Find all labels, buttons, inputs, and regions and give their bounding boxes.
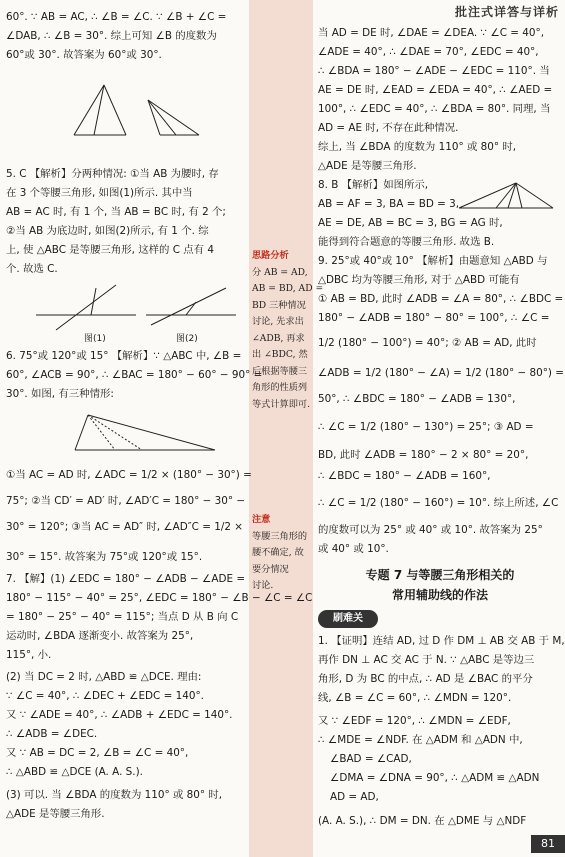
text-line: 180° − 115° − 40° = 25°, ∠EDC = 180° − ∠B − ∠C = ∠C — [6, 592, 313, 604]
text-line: 又 ∵ ∠ADE = 40°, ∴ ∠ADB + ∠EDC = 140°. — [6, 709, 233, 721]
text-line: AE = DE 时, ∠EAD = ∠EDA = 40°, ∴ ∠AED = — [318, 84, 553, 96]
note-line: 讨论, 先求出 — [252, 316, 304, 327]
text-line: ∠ADE = 40°, ∴ ∠DAE = 70°, ∠EDC = 40°, — [318, 46, 539, 58]
text-line: 60°. ∵ AB = AC, ∴ ∠B = ∠C. ∵ ∠B + ∠C = — [6, 11, 227, 23]
text-line: ∴ ∠C = 1/2 (180° − 160°) = 10°. 综上所述, ∠C — [318, 497, 559, 509]
proof-line: 1. 【证明】连结 AD, 过 D 作 DM ⊥ AB 交 AB 于 M, — [318, 635, 565, 647]
text-line: AB = AC 时, 有 1 个, 当 AB = BC 时, 有 2 个; — [6, 206, 226, 218]
proof-line: 又 ∵ ∠EDF = 120°, ∴ ∠MDN = ∠EDF, — [318, 715, 511, 727]
note-heading: 注意 — [252, 514, 271, 525]
text-line: 30°. 如图, 有三种情形: — [6, 388, 114, 400]
text-line: ∴ ∠BDC = 180° − ∠ADB = 160°, — [318, 470, 491, 482]
text-line: △DBC 均为等腰三角形, 对于 △ABD 可能有 — [318, 274, 520, 286]
text-line: △ADE 是等腰三角形. — [318, 160, 417, 172]
proof-line: AD = AD, — [330, 791, 379, 803]
note-heading: 思路分析 — [252, 250, 289, 261]
proof-line: ∴ ∠MDE = ∠NDF. 在 △ADM 和 △ADN 中, — [318, 734, 523, 746]
figure-q6 — [70, 410, 220, 456]
text-line: 115°, 小. — [6, 649, 52, 661]
note-line: ∠ADB, 再求 — [252, 332, 305, 344]
question-9-line: 9. 25°或 40°或 10° 【解析】由题意知 △ABD 与 — [318, 255, 548, 267]
proof-line: ∠DMA = ∠DNA = 90°, ∴ △ADM ≌ △ADN — [330, 772, 540, 784]
text-line: 的度数可以为 25° 或 40° 或 10°. 故答案为 25° — [318, 524, 543, 536]
note-line: AB = BD, AD = — [252, 283, 324, 294]
text-line: 75°; ②当 CD′ = AD′ 时, ∠AD′C = 180° − 30° − — [6, 495, 246, 507]
page-header — [385, 0, 565, 22]
text-line: ①当 AC = AD 时, ∠ADC = 1/2 × (180° − 30°) = — [6, 469, 252, 481]
text-line: (2) 当 DC = 2 时, △ABD ≌ △DCE. 理由: — [6, 671, 202, 683]
note-line: 讨论. — [252, 580, 274, 591]
note-line: 分 AB = AD, — [252, 266, 308, 278]
text-line: (3) 可以. 当 ∠BDA 的度数为 110° 或 80° 时, — [6, 789, 223, 801]
text-line: △ADE 是等腰三角形. — [6, 808, 105, 820]
page-number: 81 — [531, 835, 565, 853]
text-line: ∠DAB, ∴ ∠B = 30°. 综上可知 ∠B 的度数为 — [6, 30, 217, 42]
text-line: ∴ △ABD ≌ △DCE (A. A. S.). — [6, 766, 143, 778]
text-line: ∴ ∠BDA = 180° − ∠ADE − ∠EDC = 110°. 当 — [318, 65, 550, 77]
proof-line: 再作 DN ⊥ AC 交 AC 于 N. ∵ △ABC 是等边三 — [318, 654, 535, 666]
section-title-line-1: 专题 7 与等腰三角形相关的 — [365, 568, 515, 582]
note-attention — [252, 512, 307, 595]
section-title-line-2: 常用辅助线的作法 — [391, 588, 488, 602]
proof-line: ∠BAD = ∠CAD, — [330, 753, 412, 765]
text-line: ∵ ∠C = 40°, ∴ ∠DEC + ∠EDC = 140°. — [6, 690, 204, 702]
text-line: 100°, ∴ ∠EDC = 40°, ∴ ∠BDA = 80°. 同理, 当 — [318, 103, 551, 115]
note-line: 角形的性质列 — [252, 382, 308, 393]
figure-triangles-top — [64, 80, 214, 142]
question-5-line: 5. C 【解析】分两种情况: ①当 AB 为腰时, 存 — [6, 168, 219, 180]
proof-line: (A. A. S.), ∴ DM = DN. 在 △DME 与 △NDF — [318, 815, 527, 827]
text-line: 运动时, ∠BDA 逐渐变小. 故答案为 25°, — [6, 630, 194, 642]
header-title: 批注式详答与详析 — [454, 5, 559, 19]
text-line: 上, 使 △ABC 是等腰三角形, 这样的 C 点有 4 — [6, 244, 214, 256]
text-line: 180° − ∠ADB = 180° − 80° = 100°, ∴ ∠C = — [318, 312, 550, 324]
text-line: 1/2 (180° − 100°) = 40°; ② AB = AD, 此时 — [318, 337, 537, 349]
text-line: ∴ ∠ADB = ∠DEC. — [6, 728, 98, 740]
figure-q8 — [456, 180, 556, 215]
text-line: 能得到符合题意的等腰三角形. 故选 B. — [318, 236, 495, 248]
note-line: 要分情况 — [252, 563, 289, 575]
text-line: 60°或 30°. 故答案为 60°或 30°. — [6, 49, 162, 61]
note-thinking-analysis — [252, 248, 323, 413]
text-line: AE = DE, AB = BC = 3, BG = AG 时, — [318, 217, 503, 229]
text-line: 50°, ∴ ∠BDC = 180° − ∠ADB = 130°, — [318, 393, 516, 405]
note-line: 等腰三角形的 — [252, 530, 308, 542]
note-line: 出 ∠BDC, 然 — [252, 349, 308, 360]
figure-caption: 图(1) — [84, 334, 106, 344]
text-line: 60°, ∠ACB = 90°, ∴ ∠BAC = 180° − 60° − 90° = — [6, 369, 263, 381]
text-line: ∠ADB = 1/2 (180° − ∠A) = 1/2 (180° − 80°) = — [318, 367, 564, 379]
difficulty-badge: 刷难关 — [318, 610, 378, 628]
text-line: ②当 AB 为底边时, 如图(2)所示, 有 1 个. 综 — [6, 225, 209, 237]
text-line: 个. 故选 C. — [6, 263, 58, 275]
proof-line: 角形, D 为 BC 的中点, ∴ AD 是 ∠BAC 的平分 — [318, 673, 533, 685]
note-line: 后根据等腰三 — [252, 365, 308, 377]
text-line: 当 AD = DE 时, ∠DAE = ∠DEA. ∵ ∠C = 40°, — [318, 27, 545, 39]
text-line: ∴ ∠C = 1/2 (180° − 130°) = 25°; ③ AD = — [318, 421, 534, 433]
text-line: BD, 此时 ∠ADB = 180° − 2 × 80° = 20°, — [318, 449, 529, 461]
figure-caption: 图(2) — [176, 334, 198, 344]
text-line: 30° = 15°. 故答案为 75°或 120°或 15°. — [6, 551, 203, 563]
text-line: AB = AF = 3, BA = BD = 3, — [318, 198, 460, 210]
text-line: 又 ∵ AB = DC = 2, ∠B = ∠C = 40°, — [6, 747, 189, 759]
text-line: 综上, 当 ∠BDA 的度数为 110° 或 80° 时, — [318, 141, 517, 153]
margin-notes-column — [249, 0, 313, 857]
figure-q5 — [36, 280, 236, 340]
note-line: 腰不确定, 故 — [252, 547, 304, 558]
question-8-line: 8. B 【解析】如图所示, — [318, 179, 429, 191]
note-line: BD 三种情况 — [252, 299, 306, 311]
note-line: 等式计算即可. — [252, 398, 311, 410]
proof-line: 线, ∠B = ∠C = 60°, ∴ ∠MDN = 120°. — [318, 692, 512, 704]
text-line: AD = AE 时, 不存在此种情况. — [318, 122, 459, 134]
text-line: 30° = 120°; ③当 AC = AD″ 时, ∠AD″C = 1/2 × — [6, 521, 243, 533]
text-line: 或 40° 或 10°. — [318, 543, 389, 555]
question-6-line: 6. 75°或 120°或 15° 【解析】∵ △ABC 中, ∠B = — [6, 350, 242, 362]
question-7-line: 7. 【解】(1) ∠EDC = 180° − ∠ADB − ∠ADE = — [6, 573, 246, 585]
text-line: 在 3 个等腰三角形, 如图(1)所示. 其中当 — [6, 187, 193, 199]
text-line: ① AB = BD, 此时 ∠ADB = ∠A = 80°, ∴ ∠BDC = — [318, 293, 564, 305]
text-line: = 180° − 25° − 40° = 115°; 当点 D 从 B 向 C — [6, 611, 239, 623]
